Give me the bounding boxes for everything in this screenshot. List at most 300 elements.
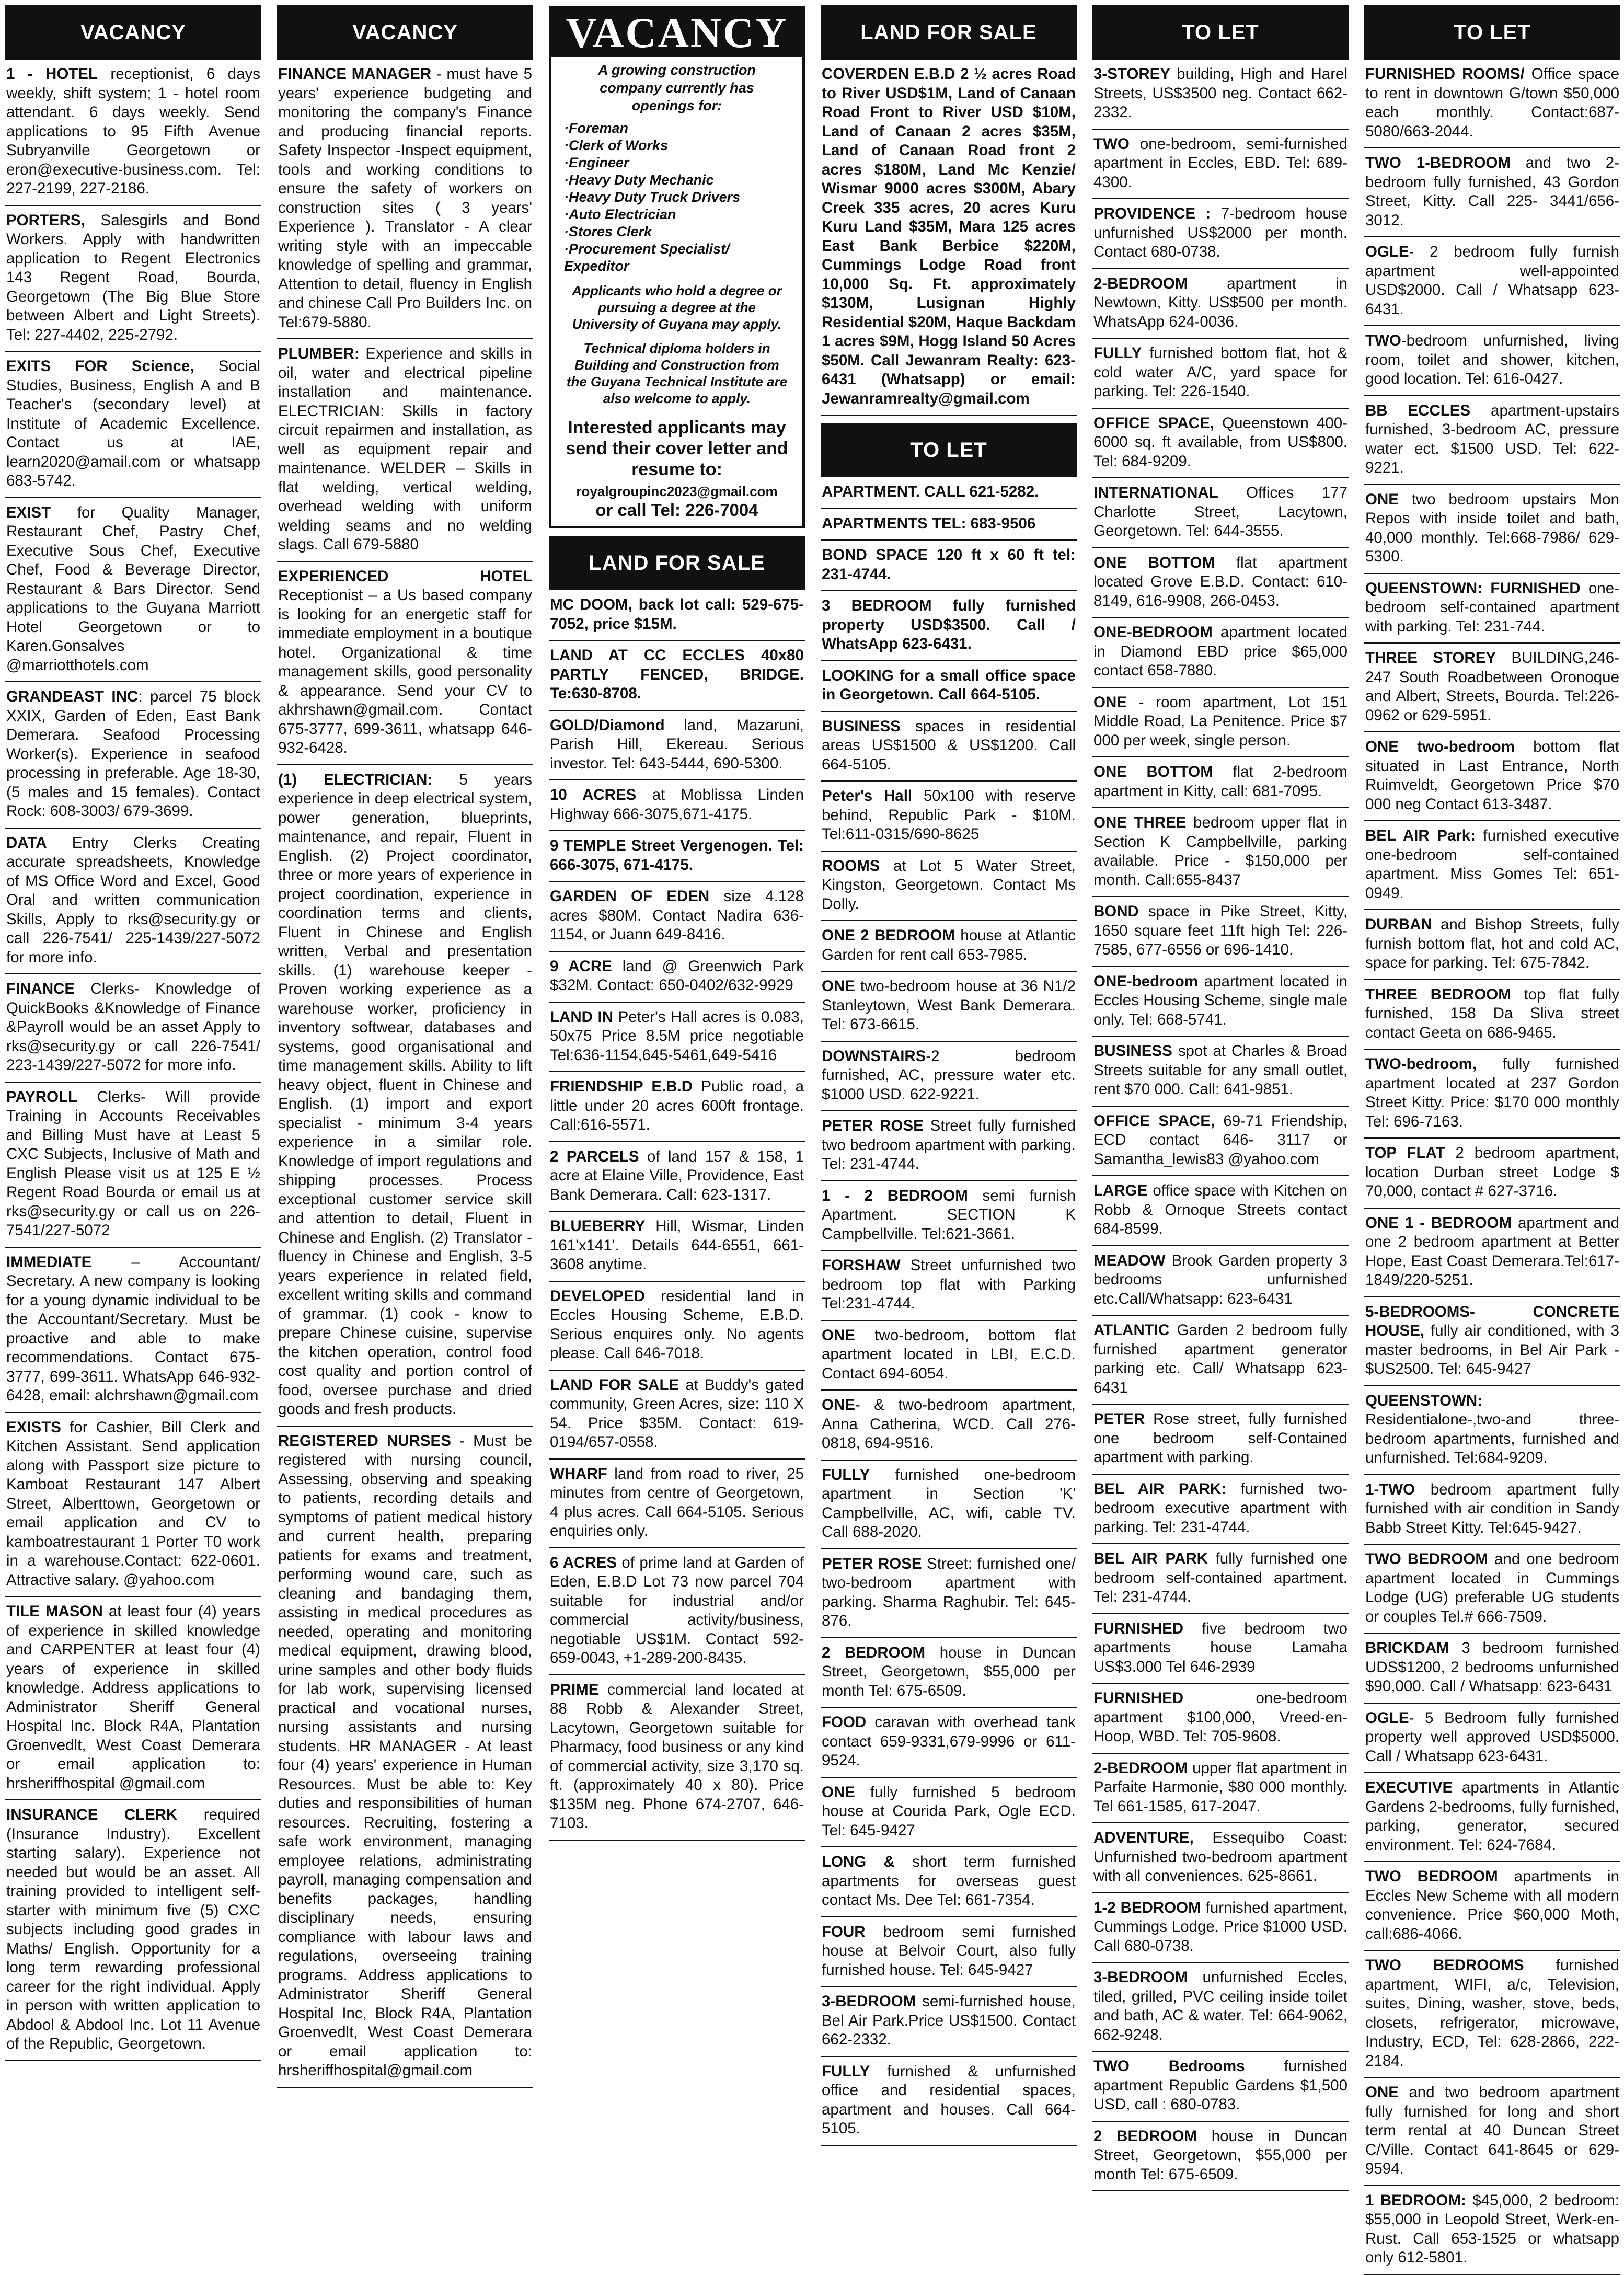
ad-heading: MC DOOM,	[550, 596, 632, 613]
classified-ad	[821, 972, 1077, 1042]
ad-body: and Bishop Streets, fully furnish bottom flat, hot and cold AC, space for parking. Tel: 675-7842.	[1365, 916, 1619, 971]
ad-heading: APARTMENT.	[822, 483, 920, 500]
ad-body: one-bedroom self-contained apartment with parking. Tel: 231-744.	[1365, 579, 1619, 635]
ad-body: Street unfurnished two bedroom top flat with Parking Tel:231-4744.	[822, 1257, 1076, 1312]
ad-body: - & two-bedroom apartment, Anna Catherina, WCD. Call 276-0818, 694-9516.	[822, 1396, 1076, 1452]
ad-heading: EXECUTIVE	[1365, 1779, 1453, 1796]
classified-ad	[5, 206, 261, 352]
section-header: TO LET	[1364, 5, 1620, 60]
ad-body: one-bedroom apartment $100,000, Vreed-en-Hoop, WBD. Tel: 705-9608.	[1093, 1690, 1347, 1745]
ad-heading: LARGE	[1093, 1182, 1148, 1199]
section-header: TO LET	[821, 423, 1077, 477]
ad-body: caravan with overhead tank contact 659-9331,679-9996 or 611-9524.	[822, 1714, 1076, 1769]
ad-body: two bedroom upstairs Mon Repos with inside toilet and bath, 40,000 monthly. Tel:668-7986/ 629-5300.	[1365, 490, 1619, 565]
ad-heading: PAYROLL	[6, 1088, 78, 1106]
ad-body: BUILDING,246-247 South Roadbetween Oronoque and Albert, Streets, Bourda. Tel:226-0962 or 629-5951.	[1365, 649, 1619, 724]
ad-heading: 1 BEDROOM:	[1365, 2191, 1466, 2209]
classified-ad	[1364, 1634, 1620, 1704]
ad-body: Public road, a little under 20 acres 600ft frontage. Call:616-5571.	[550, 1078, 804, 1133]
role-item: · Procurement Specialist/ Expeditor	[564, 240, 790, 275]
ad-body: - 5 Bedroom fully furnished property well approved USD$5000. Call / Whatsapp 623-6431.	[1365, 1709, 1619, 1765]
ad-heading: FURNISHED	[1093, 1619, 1184, 1637]
classified-ad	[1364, 1773, 1620, 1862]
ad-body: land, Mazaruni, Parish Hill, Ekereau. Serious investor. Tel: 643-5444, 690-5300.	[550, 716, 804, 772]
ad-heading: FURNISHED ROOMS/	[1365, 65, 1525, 83]
ad-body: apartment-upstairs furnished, 3-bedroom AC, pressure water ect. $1500 USD. Tel: 622-9221.	[1365, 401, 1619, 476]
ad-heading: PORTERS,	[6, 211, 85, 229]
ad-heading: FURNISHED	[1093, 1690, 1184, 1707]
ad-body: receptionist, 6 days weekly, shift system; 1 - hotel room attendant. 6 days weekly. Send applications to 95 Fifth Avenue Subryanville Georgetown or eron@executive-business.com. Tel: 227-2199, 227-2186.	[6, 65, 260, 197]
ad-list	[1364, 60, 1620, 2275]
ad-body: Social Studies, Business, English A and B Teacher's (secondary level) at Institute of Academic Excellence. Contact us at IAE, learn2020@amail.com or whatsapp 683-5742.	[6, 358, 261, 489]
classified-ad	[5, 1248, 261, 1413]
ad-heading: BOND SPACE	[822, 546, 928, 564]
classified-ad	[1092, 1754, 1349, 1824]
ad-body: Clerks- Knowledge of QuickBooks &Knowledge of Finance &Payroll would be an asset Apply to rks@security.gy or call 226-7541/ 223-1439/227-5072 for more info.	[6, 980, 260, 1074]
ad-heading: TWO BEDROOM	[1365, 1550, 1488, 1568]
classified-ad	[1092, 618, 1349, 688]
ad-heading: (1) ELECTRICIAN:	[278, 771, 433, 788]
classified-ad	[5, 60, 261, 206]
section-header: LAND FOR SALE	[821, 5, 1077, 60]
ad-body: 69-71 Friendship, ECD contact 646- 3117 or Samantha_lewis83 @yahoo.com	[1093, 1112, 1347, 1168]
classified-ad	[5, 352, 261, 498]
ad-body: semi furnish Apartment. SECTION K Campbellville. Tel:621-3661.	[822, 1187, 1076, 1243]
classified-ad	[1364, 1050, 1620, 1139]
ad-heading: FULLY	[822, 2062, 870, 2080]
classified-ad	[821, 1321, 1077, 1391]
ad-body: short term furnished apartments for overseas guest contact Ms. Dee Tel: 661-7354.	[822, 1853, 1076, 1909]
ad-body: and two bedroom apartment fully furnished for long and short term rental at 40 Duncan Street C/Ville. Contact 641-8645 or 629-9594.	[1365, 2084, 1619, 2177]
classified-ad	[1364, 1139, 1620, 1209]
classified-ad	[821, 1987, 1077, 2057]
column-vacancy-1	[5, 5, 261, 2148]
display-ad-phone: or call Tel: 226-7004	[595, 500, 758, 520]
classified-ad	[1364, 821, 1620, 910]
classified-ad	[1092, 1405, 1349, 1475]
ad-heading: ONE-BEDROOM	[1093, 624, 1213, 641]
classified-ad	[1364, 732, 1620, 821]
classified-ad	[5, 1083, 261, 1248]
ad-body: house in Duncan Street, Georgetown, $55,000 per month Tel: 675-6509.	[822, 1644, 1076, 1699]
ad-body: upper flat apartment in Parfaite Harmonie, $80 000 monthly. Tel 661-1585, 617-2047.	[1093, 1759, 1347, 1815]
ad-heading: IMMEDIATE	[6, 1253, 92, 1271]
classified-ad	[1364, 60, 1620, 148]
classified-ad	[277, 765, 533, 1427]
role-item: · Engineer	[564, 154, 790, 171]
ad-heading: TWO	[1365, 332, 1401, 349]
classified-ad	[5, 829, 261, 975]
ad-heading: 1 - HOTEL	[6, 65, 98, 83]
ad-heading: LAND FOR SALE	[550, 1376, 679, 1394]
ad-body: for Quality Manager, Restaurant Chef, Pastry Chef, Executive Sous Chef, Executive Chef, Food & Beverage Director, Restaurant & Bars Director. Send applications to the Guyana Marriott Hotel Georgetown or to Karen.Gonsalves @marriotthotels.com	[6, 503, 260, 674]
ad-body: 5 years experience in deep electrical system, power generation, blueprints, maintenance, and repair, Fluent in English. (2) Project coordinator, three or more years of experience in project coordination, experience in coordination terms and clients, Fluent in Chinese and English written, Verbal and presentation skills. (1) warehouse keeper - Proven working experience as a warehouse worker, proficiency in inventory softwear, databases and systems, good organisational and time management skills. Ability to lift heavy object, fluent in Chinese and English. (1) import and export specialist - minimum 3-4 years experience in a similar role. Knowledge of import regulations and shipping processes. Process exceptional customer service skill and attention to detail, Fluent in Chinese and English. (2) Translator - fluency in Chinese and English, 3-5 years experience in related field, excellent writing skills and command of grammar. (1) cook - know to prepare Chinese cuisine, supervise the kitchen operation, control food cost quality and portion control of food, oversee purchase and dried goods and fresh products.	[278, 771, 532, 1418]
ad-heading: LOOKING	[822, 667, 894, 684]
ad-body: TEL: 683-9506	[927, 514, 1036, 532]
ad-heading: TWO	[1093, 135, 1130, 153]
ad-body: COVERDEN E.B.D 2 ½ acres Road to River USD$1M, Land of Canaan Road Front to River USD $10M, Land of Canaan 2 acres $35M, Land of Canaan Road front 2 acres $180M, Land Mc Kenzie/ Wismar 9000 acres $300M, Abary Creek 335 acres, 20 acres Kuru Kuru Land $35M, Mara 125 acres East Bank Berbice $220M, Cummings Lodge Road front 10,000 Sq. Ft. approximately $130M, Lusignan Highly Residential $20M, Haque Backdam 1 acres $9M, Hogg Island 50 Acres $50M. Call Jewanram Realty: 623-6431 (Whatsapp) or email: Jewanramrealty@gmail.com	[822, 65, 1076, 407]
classified-ad	[821, 782, 1077, 852]
ad-body: apartments in Eccles New Scheme with all modern convenience. Price $60,000 Moth, call:686-4066.	[1365, 1868, 1619, 1943]
ad-heading: TWO Bedrooms	[1093, 2058, 1245, 2075]
ad-body: house in Duncan Street, Georgetown, $55,000 per month Tel: 675-6509.	[1093, 2127, 1347, 2183]
ad-body: Clerks- Will provide Training in Accounts Receivables and Billing Must have at Least 5 CXC Subjects, Inclusive of Math and English Please visit us at 125 E ½ Regent Road Bourda or email us at rks@security.gy or call us on 226-7541/227-5072	[6, 1088, 260, 1239]
ad-heading: EXIST	[6, 503, 51, 521]
ad-heading: LAND AT CC ECCLES	[550, 647, 745, 664]
ad-heading: FOOD	[822, 1714, 867, 1731]
ad-body: spaces in residential areas US$1500 & US$1200. Call 664-5105.	[822, 717, 1076, 773]
classified-ad	[549, 641, 805, 711]
classified-ad	[5, 974, 261, 1083]
classified-ad	[1364, 644, 1620, 732]
classified-ad	[1092, 130, 1349, 200]
classified-ad	[1092, 339, 1349, 409]
classified-ad	[821, 541, 1077, 591]
classified-ad	[549, 1282, 805, 1371]
ad-body: of land 157 & 158, 1 acre at Elaine Ville, Providence, East Bank Demerara. Call: 623-1317.	[550, 1147, 804, 1203]
classified-ad	[1364, 2078, 1620, 2186]
ad-body: Essequibo Coast: Unfurnished two-bedroom apartment with all conveniences. 625-8661.	[1093, 1829, 1347, 1885]
ad-body: furnished executive one-bedroom self-contained apartment. Miss Gomes Tel: 651-0949.	[1365, 827, 1619, 902]
ad-body: top flat fully furnished, 158 Da Sliva street contact Geeta on 686-9465.	[1365, 985, 1619, 1041]
ad-heading: ONE	[822, 1396, 855, 1414]
classified-ad	[821, 1461, 1077, 1549]
role-list	[551, 120, 802, 275]
classified-ad	[549, 1675, 805, 1841]
ad-body: space in Pike Street, Kitty, 1650 square feet 11ft high Tel: 226-7585, 677-6556 or 696-1410.	[1093, 903, 1347, 958]
classified-ad	[1364, 326, 1620, 396]
ad-heading: ONE two-bedroom	[1365, 738, 1515, 755]
ad-body: and one bedroom apartment located in Cummings Lodge (UG) preferable UG students or couples Tel.# 666-7509.	[1365, 1550, 1619, 1625]
ad-heading: OGLE	[1365, 243, 1409, 260]
classified-ad	[1092, 1037, 1349, 1107]
ad-heading: GRANDEAST INC	[6, 688, 139, 705]
classified-ad	[5, 682, 261, 829]
ad-body: fully air conditioned, with 3 master bedrooms, in Bel Air Park - $US2500. Tel: 645-9427	[1365, 1322, 1619, 1377]
ad-body: - Must be registered with nursing council, Assessing, observing and speaking to patients, recording details and symptoms of patient medical history and current health, preparing patients for exams and treatment, performing wound care, such as cleaning and bandaging them, assisting in medical procedures as needed, operating and monitoring medical equipment, drawing blood, urine samples and other body fluids for lab work, supervising licensed practical and vocational nurses, nursing assistants and nursing students. HR MANAGER - At least four (4) years' experience in Human Resources. Must be able to: Key duties and responsibilities of human resources. Recruiting, fostering a safe work environment, managing employee relations, administrating payroll, managing compensation and benefits packages, handling disciplinary needs, ensuring compliance with labour laws and regulations, overseeing training programs. Address applications to Administrator Sheriff General Hospital Inc, Block R4A, Plantation Groenvedlt, West Coast Demerara or email application to: hrsheriffhospital@gmail.com	[278, 1432, 532, 2079]
ad-heading: PRIME	[550, 1681, 599, 1698]
ad-heading: TWO 1-BEDROOM	[1365, 154, 1511, 171]
ad-body: two-bedroom, bottom flat apartment located in LBI, E.C.D. Contact 694-6054.	[822, 1326, 1076, 1382]
ad-body: semi-furnished house, Bel Air Park.Price US$1500. Contact 662-2332.	[822, 1993, 1076, 2048]
ad-heading: ONE-bedroom	[1093, 972, 1198, 990]
classified-ad	[1364, 1386, 1620, 1475]
ad-heading: BUSINESS	[1093, 1042, 1172, 1060]
section-header: VACANCY	[277, 5, 533, 60]
classified-ad	[1364, 2186, 1620, 2275]
classified-ad	[549, 831, 805, 882]
ad-heading: 3-BEDROOM	[822, 1993, 916, 2010]
ad-heading: DATA	[6, 834, 47, 852]
role-item: · Heavy Duty Truck Drivers	[564, 189, 790, 206]
ad-body: Rose street, fully furnished one bedroom self-Contained apartment with parking.	[1093, 1410, 1347, 1466]
ad-body: : parcel 75 block XXIX, Garden of Eden, East Bank Demerara. Seafood Processing Worker(s). Experience in seafood processing in preferable. Age 18-30, (5 males and 15 females). Contact Rock: 608-3003/ 679-3699.	[6, 688, 261, 820]
classified-ad	[821, 1251, 1077, 1321]
classified-ad	[1092, 1246, 1349, 1316]
ad-body: five bedroom two apartments house Lamaha US$3.000 Tel 646-2939	[1093, 1619, 1347, 1675]
ad-heading: ONE BOTTOM	[1093, 763, 1213, 780]
ad-heading: PETER ROSE	[822, 1555, 922, 1572]
ad-heading: ONE 1 - BEDROOM	[1365, 1214, 1512, 1232]
classified-ad	[549, 1548, 805, 1675]
ad-heading: PETER	[1093, 1410, 1145, 1428]
classified-ad	[549, 780, 805, 831]
classified-ad	[821, 591, 1077, 661]
classified-ad	[1364, 485, 1620, 574]
ad-heading: 2 BEDROOM	[822, 1644, 926, 1661]
ad-heading: FINANCE	[6, 980, 75, 997]
classified-ad	[1364, 237, 1620, 326]
ad-body: Offices 177 Charlotte Street, Lacytown, Georgetown. Tel: 644-3555.	[1093, 484, 1347, 539]
ad-body: at least four (4) years of experience in skilled knowledge and CARPENTER at least four (4) years of experience in skilled knowledge. Address applications to Administrator Sheriff General Hospital Inc. Block R4A, Plantation Groenvedlt, West Coast Demerara or email application to: hrsheriffhospital @gmail.com	[6, 1603, 260, 1792]
ad-body: Street: furnished one/ two-bedroom apartment with parking. Sharma Raghubir. Tel: 645-876.	[822, 1555, 1076, 1629]
classifieds-page	[5, 5, 1619, 2266]
ad-heading: BOND	[1093, 903, 1139, 920]
ad-heading: EXITS FOR Science,	[6, 358, 194, 375]
classified-ad	[821, 477, 1077, 509]
column-vacancy-2	[277, 5, 533, 2148]
ad-heading: 2 BEDROOM	[1093, 2127, 1197, 2145]
ad-heading: THREE BEDROOM	[1365, 985, 1511, 1003]
ad-body: furnished apartment, Cummings Lodge. Price $1000 USD. Call 680-0738.	[1093, 1899, 1347, 1955]
ad-heading: ONE	[1093, 693, 1127, 711]
classified-ad	[1092, 1684, 1349, 1754]
classified-ad	[1092, 808, 1349, 897]
classified-ad	[1092, 1823, 1349, 1893]
ad-heading: FRIENDSHIP E.B.D	[550, 1078, 693, 1095]
ad-body: 50x100 with reserve behind, Republic Park - $10M. Tel:611-0315/690-8625	[822, 787, 1076, 843]
ad-body: CALL 621-5282.	[919, 483, 1039, 500]
classified-ad	[821, 1847, 1077, 1917]
classified-ad	[821, 1708, 1077, 1778]
classified-ad	[5, 498, 261, 683]
ad-body: at Moblissa Linden Highway 666-3075,671-4175.	[550, 786, 804, 823]
ad-list	[5, 60, 261, 2061]
classified-ad	[1092, 2052, 1349, 2122]
ad-heading: WHARF	[550, 1465, 607, 1483]
column-vacancy-box-land	[549, 5, 805, 2148]
ad-heading: GARDEN OF EDEN	[550, 888, 710, 905]
ad-heading: 9 ACRE	[550, 957, 612, 975]
classified-ad	[821, 2057, 1077, 2146]
classified-ad	[821, 712, 1077, 782]
ad-heading: 5-BEDROOMS- CONCRETE HOUSE,	[1365, 1303, 1619, 1339]
ad-body: two-bedroom house at 36 N1/2 Stanleytown, West Bank Demerara. Tel: 673-6615.	[822, 978, 1076, 1033]
ad-list	[277, 60, 533, 2088]
display-ad-box	[549, 6, 805, 528]
classified-ad	[821, 1181, 1077, 1251]
classified-ad	[549, 711, 805, 781]
ad-heading: ONE	[822, 1783, 855, 1801]
role-item: · Stores Clerk	[564, 223, 790, 240]
ad-heading: OFFICE SPACE,	[1093, 1112, 1215, 1130]
ad-body: 7-bedroom house unfurnished US$2000 per month. Contact 680-0738.	[1093, 205, 1347, 260]
ad-heading: ONE	[822, 978, 855, 995]
ad-body: - room apartment, Lot 151 Middle Road, La Penitence. Price $7 000 per week, single person.	[1093, 693, 1347, 749]
column-land-tolet	[821, 5, 1077, 2148]
ad-heading: LAND IN	[550, 1008, 613, 1026]
classified-ad	[1092, 1544, 1349, 1614]
classified-ad	[1092, 1316, 1349, 1405]
classified-ad	[821, 509, 1077, 541]
ad-heading: 3-STOREY	[1093, 65, 1170, 83]
classified-ad	[549, 1072, 805, 1142]
ad-body: flat 2-bedroom apartment in Kitty, call: 681-7095.	[1093, 763, 1347, 800]
ad-body: furnished two-bedroom executive apartment with parking. Tel: 231-4744.	[1093, 1480, 1347, 1536]
ad-body: apartments in Atlantic Gardens 2-bedrooms, fully furnished, parking, generator, secured environment. Tel: 624-7684.	[1365, 1779, 1619, 1854]
ad-body: residential land in Eccles Housing Scheme, E.B.D. Serious enquires only. No agents please. Call 646-7018.	[550, 1287, 804, 1362]
classified-ad	[1364, 148, 1620, 237]
ad-body: building, High and Harel Streets, US$3500 neg. Contact 662-2332.	[1093, 65, 1347, 121]
classified-ad	[277, 339, 533, 562]
ad-body: bedroom semi furnished house at Belvoir Court, also fully furnished house. Tel: 645-9427	[822, 1923, 1076, 1979]
land-listing-lead	[821, 60, 1077, 416]
ad-body: Garden 2 bedroom fully furnished apartment generator parking etc. Call/ Whatsapp 623-6431	[1093, 1322, 1347, 1396]
ad-body: 120 ft x 60 ft tel: 231-4744.	[822, 546, 1076, 583]
ad-body: Entry Clerks Creating accurate spreadsheets, Knowledge of MS Office Word and Excel, Good Oral and written communication Skills, Apply to rks@security.gy or call 226-7541/ 225-1439/227-5072 for more info.	[6, 834, 260, 966]
ad-heading: ONE	[1365, 490, 1399, 508]
ad-body: furnished apartment, WIFI, a/c, Television, suites, Dining, washer, stove, beds, closets, refrigerator, microwave, Industry, ECD, Tel: 628-2866, 222-2184.	[1365, 1957, 1619, 2070]
ad-heading: 3 BEDROOM	[822, 597, 932, 614]
ad-heading: FOUR	[822, 1923, 866, 1940]
column-tolet-1	[1092, 5, 1349, 2183]
classified-ad	[5, 1800, 261, 2061]
ad-heading: BEL AIR Park:	[1365, 827, 1476, 844]
ad-heading: PROVIDENCE :	[1093, 205, 1211, 222]
classified-ad	[1364, 1862, 1620, 1951]
classified-ad	[1092, 1475, 1349, 1545]
ad-heading: 1-TWO	[1365, 1480, 1415, 1498]
ad-heading: BUSINESS	[822, 717, 901, 735]
ad-body: Peter's Hall acres is 0.083, 50x75 Price 8.5M price negotiable Tel:636-1154,645-5461,649-5416	[550, 1008, 804, 1064]
ad-heading: THREE STOREY	[1365, 649, 1496, 667]
ad-body: for a small office space in Georgetown. Call 664-5105.	[822, 667, 1076, 703]
display-ad-degree-note: Applicants who hold a degree or pursuing a degree at the University of Guyana may apply.	[572, 283, 782, 332]
classified-ad	[821, 921, 1077, 972]
ad-list	[549, 590, 805, 1841]
ad-body: flat apartment located Grove E.B.D. Contact: 610-8149, 616-9908, 266-0453.	[1093, 554, 1347, 610]
ad-body: - must have 5 years' experience budgeting and monitoring the company's Finance and producing financial reports. Safety Inspector -Inspect equipment, tools and working conditions to ensure the safety of workers on construction sites ( 3 years' Experience ). Translator - A clear writing style with an impeccable knowledge of spelling and grammar, Attention to detail, fluency in English and chinese Call Pro Builders Inc. on Tel:679-5880.	[278, 65, 533, 331]
ad-heading: FINANCE MANAGER	[278, 65, 432, 83]
ad-body: unfurnished Eccles, tiled, grilled, PVC ceiling inside toilet and bath, AC & water. Tel: 664-9062, 662-9248.	[1093, 1969, 1347, 2043]
column-tolet-2	[1364, 5, 1620, 2266]
ad-body: apartment and one 2 bedroom apartment at Better Hope, East Coast Demerara.Tel:617-1849/220-5251.	[1365, 1214, 1619, 1289]
classified-ad	[549, 952, 805, 1003]
ad-heading: PLUMBER:	[278, 345, 360, 362]
classified-ad	[1092, 409, 1349, 479]
ad-body: fully furnished 5 bedroom house at Courida Park, Ogle ECD. Tel: 645-9427	[822, 1783, 1076, 1839]
ad-body: 3 bedroom furnished UDS$1200, 2 bedrooms unfurnished $90,000. Call / Whatsapp: 623-6431	[1365, 1639, 1619, 1695]
ad-heading: 3-BEDROOM	[1093, 1969, 1188, 1986]
classified-ad	[549, 882, 805, 952]
ad-list	[821, 477, 1077, 2146]
ad-heading: LONG &	[822, 1853, 895, 1870]
role-item: · Heavy Duty Mechanic	[564, 171, 790, 189]
ad-body: of prime land at Garden of Eden, E.B.D Lot 73 now parcel 704 suitable for industrial and/or commercial activity/business, negotiable US$1M. Contact 592-659-0043, +1-289-200-8435.	[550, 1554, 804, 1667]
role-item: · Clerk of Works	[564, 137, 790, 154]
ad-heading: OGLE	[1365, 1709, 1409, 1727]
ad-heading: BLUEBERRY	[550, 1217, 646, 1235]
display-ad-cta: Interested applicants may send their cover letter and resume to:	[566, 418, 788, 479]
classified-ad	[1092, 2122, 1349, 2192]
ad-heading: TOP FLAT	[1365, 1144, 1445, 1162]
classified-ad	[1364, 1297, 1620, 1386]
ad-body: Brook Garden property 3 bedrooms unfurnished etc.Call/Whatsapp: 623-6431	[1093, 1251, 1347, 1307]
ad-body: $45,000, 2 bedroom: $55,000 in Leopold Street, Werk-en-Rust. Call 653-1525 or whatsapp only 612-5801.	[1365, 2191, 1619, 2266]
classified-ad	[821, 1549, 1077, 1638]
classified-ad	[1092, 1963, 1349, 2052]
classified-ad	[1364, 1704, 1620, 1774]
classified-ad	[549, 1460, 805, 1548]
section-header: VACANCY	[5, 5, 261, 60]
ad-heading: DOWNSTAIRS	[822, 1047, 926, 1065]
ad-heading: ONE THREE	[1093, 814, 1187, 831]
ad-heading: Peter's Hall	[822, 787, 913, 805]
ad-heading: ATLANTIC	[1093, 1322, 1170, 1339]
ad-body: fully furnished apartment located at 237 Gordon Street Kitty. Price: $170 000 monthly Tel: 696-7163.	[1365, 1055, 1619, 1130]
role-item: · Auto Electrician	[564, 206, 790, 223]
ad-heading: FULLY	[1093, 344, 1142, 362]
ad-body: furnished one-bedroom apartment in Section 'K' Campbellville, AC, wifi, cable TV. Call 688-2020.	[822, 1466, 1076, 1541]
classified-ad	[821, 1042, 1077, 1112]
ad-body: apartment located in Diamond EBD price $65,000 contact 658-7880.	[1093, 624, 1347, 679]
ad-body: -2 bedroom furnished, AC, pressure water etc. $1000 USD. 622-9221.	[822, 1047, 1076, 1103]
ad-body: -bedroom unfurnished, living room, toilet and shower, kitchen, good location. Tel: 616-0427.	[1365, 332, 1619, 387]
ad-heading: EXISTS	[6, 1418, 61, 1436]
ad-heading: BRICKDAM	[1365, 1639, 1449, 1657]
ad-heading: BB ECCLES	[1365, 401, 1471, 419]
classified-ad	[549, 1371, 805, 1460]
ad-heading: TILE MASON	[6, 1603, 103, 1620]
ad-body: fully furnished one bedroom self-contained apartment. Tel: 231-4744.	[1093, 1550, 1348, 1605]
ad-heading: DEVELOPED	[550, 1287, 645, 1305]
ad-heading: ROOMS	[822, 857, 880, 875]
display-ad-email: royalgroupinc2023@gmail.com	[576, 484, 778, 499]
classified-ad	[821, 852, 1077, 922]
classified-ad	[1092, 199, 1349, 269]
classified-ad	[821, 661, 1077, 712]
ad-body: one-bedroom, semi-furnished apartment in Eccles, EBD. Tel: 689-4300.	[1093, 135, 1347, 191]
classified-ad	[549, 1003, 805, 1073]
classified-ad	[1364, 1209, 1620, 1297]
classified-ad	[1092, 60, 1349, 130]
ad-heading: 2 PARCELS	[550, 1147, 639, 1165]
ad-heading: ONE	[1365, 2084, 1399, 2101]
ad-body: furnished bottom flat, hot & cold water A/C, yard space for parking. Tel: 226-1540.	[1093, 344, 1347, 400]
ad-body: Hill, Wismar, Linden 161'x141'. Details 644-6551, 661-3608 anytime.	[550, 1217, 804, 1273]
ad-body: Salesgirls and Bond Workers. Apply with handwritten application to Regent Electronics 143 Regent Road, Bourda, Georgetown (The Big Blue Store between Albert and Light Streets). Tel: 227-4402, 225-2792.	[6, 211, 260, 343]
ad-heading: INTERNATIONAL	[1093, 484, 1218, 501]
ad-body: 40x80 PARTLY FENCED, BRIDGE. Te:630-8708.	[550, 647, 804, 702]
classified-ad	[1364, 1951, 1620, 2078]
ad-body: office space with Kitchen on Robb & Ornoque Streets contact 684-8599.	[1093, 1182, 1347, 1237]
classified-ad	[1092, 1107, 1349, 1177]
classified-ad	[1092, 967, 1349, 1037]
classified-ad	[821, 1111, 1077, 1181]
ad-body: commercial land located at 88 Robb & Alexander Street, Lacytown, Georgetown suitable for Pharmacy, food business or any kind of commercial activity, size 3,170 sq. ft. (approximately 40 x 80). Price $135M neg. Phone 674-2707, 646-7103.	[550, 1681, 804, 1832]
ad-body: required (Insurance Industry). Excellent starting salary). Experience not needed but would be an asset. All training provided to intelligent self-starter with minimum five (5) CXC subjects including good grades in Maths/ English. Opportunity for a long term rewarding professional career for the right individual. Apply in person with written application to Abdool & Abdool Inc. Lot 11 Avenue of the Republic, Georgetown.	[6, 1806, 260, 2052]
classified-ad	[1092, 688, 1349, 758]
classified-ad	[821, 1917, 1077, 1987]
classified-ad	[821, 1391, 1077, 1461]
ad-body: Experience and skills in oil, water and electrical pipeline installation and maintenance. ELECTRICIAN: Skills in factory circuit repairmen and installation, as well as equipment repair and maintenance. WELDER – Skills in flat welding, vertical welding, overhead welding with uniform welding seams and no welding slags. Call 679-5880	[278, 345, 532, 553]
classified-ad	[1092, 269, 1349, 339]
ad-body: and two 2-bedroom fully furnished, 43 Gordon Street, Kitty. Call 225- 3441/656-3012.	[1365, 154, 1619, 229]
ad-heading: FORSHAW	[822, 1257, 901, 1274]
ad-heading: OFFICE SPACE,	[1093, 414, 1214, 432]
ad-body: for Cashier, Bill Clerk and Kitchen Assistant. Send application along with Passport size picture to Kamboat Restaurant 147 Albert Street, Alberttown, Georgetown or email application and CV to kamboatrestaurant 1 Porter T0 work in a warehouse.Contact: 622-0601. Attractive salary. @yahoo.com	[6, 1418, 260, 1589]
ad-heading: DURBAN	[1365, 916, 1432, 933]
